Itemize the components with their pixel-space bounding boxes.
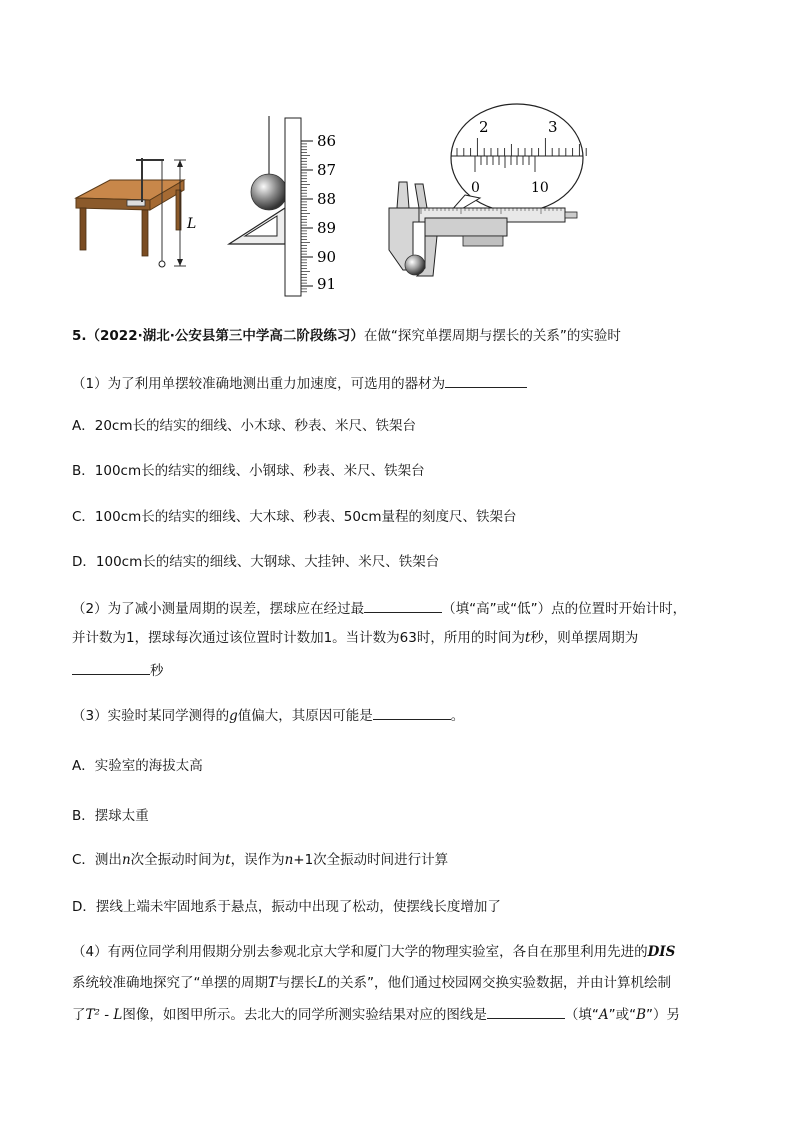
- option-a: A．20cm长的结实的细线、小木球、秒表、米尺、铁架台: [72, 418, 416, 434]
- part2-line3: [72, 660, 164, 681]
- var-n: n: [121, 852, 131, 868]
- part4-line3: [72, 1004, 680, 1025]
- var-t: t: [225, 852, 231, 868]
- part4-text: -: [99, 1007, 114, 1023]
- part3-text: 值偏大，其原因可能是: [237, 708, 373, 724]
- answer-blank[interactable]: [72, 660, 150, 675]
- part3-option-d: D．摆线上端未牢固地系于悬点，振动中出现了松动，使摆线长度增加了: [72, 899, 501, 915]
- question-source: 5.（2022·湖北·公安县第三中学高二阶段练习）: [72, 328, 364, 344]
- question-header: [72, 326, 621, 346]
- ruler-label: 88: [317, 190, 337, 208]
- part4-text: （4）有两位同学利用假期分别去参观北京大学和厦门大学的物理实验室，各自在那里利用先进的: [72, 944, 648, 960]
- option-d: D．100cm长的结实的细线、大钢球、大挂钟、米尺、铁架台: [72, 554, 440, 570]
- ruler-label: 91: [317, 275, 337, 293]
- part4-line1: [72, 942, 675, 962]
- part4-text: 图像，如图甲所示。去北大的同学所测实验结果对应的图线是: [122, 1007, 487, 1023]
- part4-text: ”）另: [646, 1007, 681, 1023]
- zoom-vernier-label: 10: [531, 180, 549, 196]
- option-b: B．100cm长的结实的细线、小钢球、秒表、米尺、铁架台: [72, 463, 425, 479]
- part1-text: （1）为了利用单摆较准确地测出重力加速度，可选用的器材为: [72, 376, 446, 392]
- zoom-main-label: 3: [548, 118, 558, 136]
- var-T-squared: T²: [85, 1007, 100, 1023]
- answer-blank[interactable]: [487, 1004, 565, 1019]
- part3-text: （3）实验时某同学测得的: [72, 708, 230, 724]
- part4-text: ”或“: [608, 1007, 637, 1023]
- part4-text: 系统较准确地探究了“单摆的周期: [72, 975, 268, 991]
- part2-text: 秒: [150, 663, 164, 679]
- part2-text: 秒，则单摆周期为: [530, 630, 639, 646]
- var-L: L: [113, 1007, 123, 1023]
- part3-option-text: 次全振动时间为: [130, 852, 226, 868]
- ruler-label: 90: [317, 248, 337, 266]
- ruler-label: 89: [317, 219, 337, 237]
- option-B-label: B: [636, 1007, 647, 1023]
- option-c: C．100cm长的结实的细线、大木球、秒表、50cm量程的刻度尺、铁架台: [72, 509, 517, 525]
- option-A-label: A: [598, 1007, 609, 1023]
- part3-option-a: A．实验室的海拔太高: [72, 758, 203, 774]
- answer-blank[interactable]: [373, 705, 451, 720]
- ruler-labels: [317, 132, 336, 293]
- ruler-tick-marks: [301, 141, 313, 292]
- zoom-main-label: 2: [479, 118, 489, 136]
- part2-text: 并计数为1，摆球每次通过该位置时计数加1。当计数为63时，所用的时间为: [72, 630, 525, 646]
- dis-label: DIS: [647, 944, 676, 960]
- zoom-vernier-label: 0: [471, 180, 480, 196]
- answer-blank[interactable]: [445, 373, 527, 388]
- part4-text: （填“: [564, 1007, 599, 1023]
- var-T: T: [268, 975, 278, 991]
- pendulum-setup-figure: [72, 150, 202, 275]
- var-n: n: [284, 852, 294, 868]
- var-g: g: [229, 708, 238, 724]
- ruler-measurement-figure: [225, 112, 350, 300]
- part4-text: 与摆长: [277, 975, 318, 991]
- part3-option-text: C．测出: [72, 852, 122, 868]
- part2-text: （填“高”或“低”）点的位置时开始计时，: [442, 601, 687, 617]
- part4-text: 了: [72, 1007, 86, 1023]
- part4-line2: [72, 973, 671, 993]
- var-L: L: [317, 975, 327, 991]
- var-t: t: [524, 630, 531, 646]
- part3-prompt: [72, 705, 464, 726]
- part3-option-b: B．摆球太重: [72, 808, 149, 824]
- part2-line2: [72, 628, 638, 648]
- answer-blank[interactable]: [364, 598, 442, 613]
- ruler-label: 86: [317, 132, 337, 150]
- part2-text: （2）为了减小测量周期的误差，摆球应在经过最: [72, 601, 365, 617]
- ruler-label: 87: [317, 161, 337, 179]
- part1-prompt: [72, 373, 527, 394]
- part4-text: 的关系”，他们通过校园网交换实验数据，并由计算机绘制: [326, 975, 671, 991]
- length-label: L: [187, 216, 197, 232]
- part3-text: 。: [450, 708, 465, 724]
- vernier-caliper-figure: [385, 100, 595, 285]
- question-stem: 在做“探究单摆周期与摆长的关系”的实验时: [363, 328, 621, 344]
- part3-option-text: ，误作为: [230, 852, 285, 868]
- part3-option-c: [72, 850, 448, 870]
- part2-line1: [72, 598, 686, 619]
- part3-option-text: +1次全振动时间进行计算: [293, 852, 449, 868]
